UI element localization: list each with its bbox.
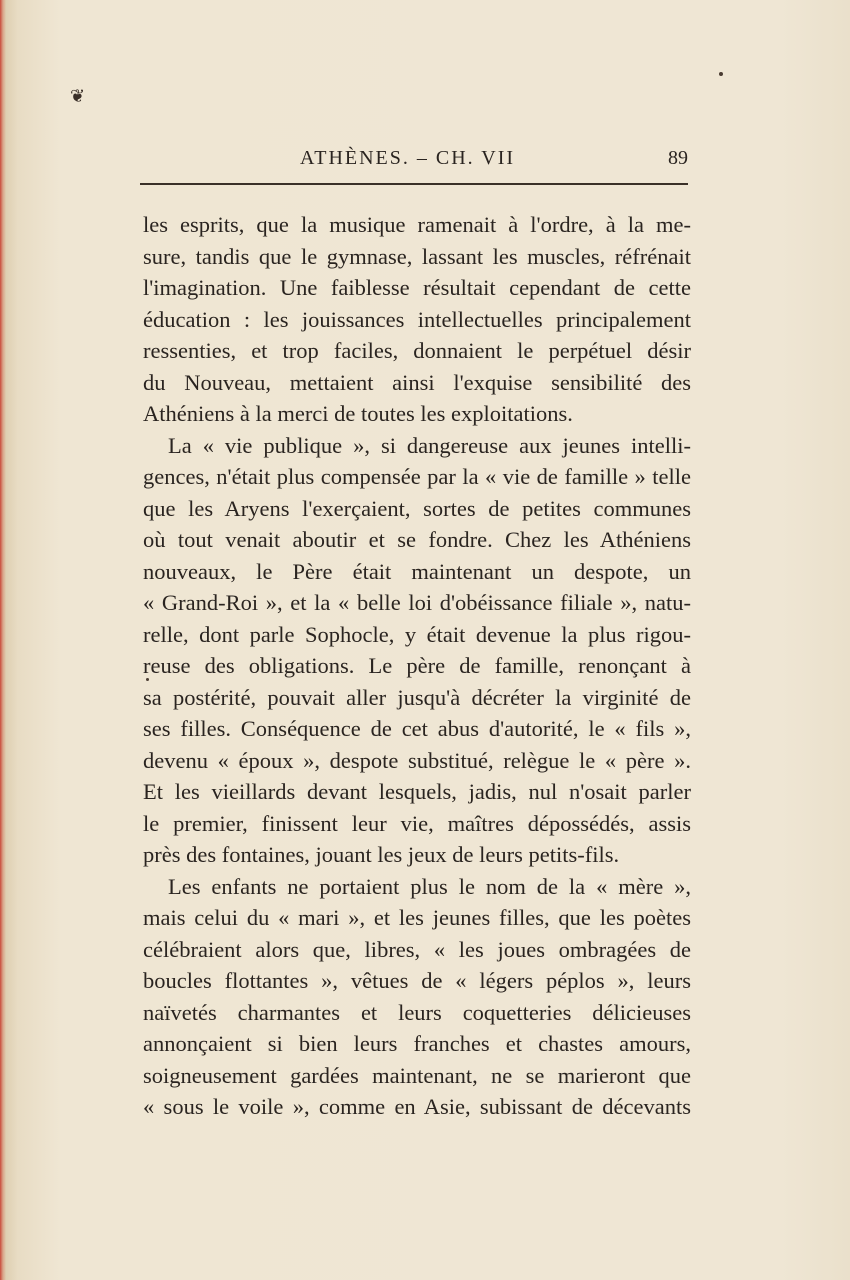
text-line: que les Aryens l'exerçaient, sortes de petites communes [143, 495, 691, 521]
text-line: La « vie publique », si dangereuse aux jeunes intelli- [168, 432, 691, 458]
text-line: près des fontaines, jouant les jeux de leurs petits-fils. [143, 842, 620, 867]
text-line: l'imagination. Une faiblesse résultait cependant de cette [143, 275, 691, 300]
page-number: 89 [668, 147, 688, 169]
text-line: « sous le voile », comme en Asie, subissant de décevants [143, 1094, 691, 1119]
running-head: ATHÈNES. – CH. VII [300, 147, 516, 169]
text-line: Athéniens à la merci de toutes les exploitations. [143, 401, 573, 426]
page-edge [0, 0, 6, 1280]
text-line: Et les vieillards devant lesquels, jadis, nul n'osait parler [143, 779, 691, 804]
text-line: reuse des obligations. Le père de famille, renonçant à [143, 653, 691, 678]
text-line: devenu « époux », despote substitué, relègue le « père ». [143, 747, 691, 773]
text-line: les esprits, que la musique ramenait à l'ordre, à la me- [143, 212, 691, 237]
text-line: boucles flottantes », vêtues de « légers péplos », leurs [143, 968, 691, 993]
ink-speck [719, 72, 723, 76]
text-line: naïvetés charmantes et leurs coquetteries délicieuses [143, 999, 691, 1025]
text-line: éducation : les jouissances intellectuelles principalement [143, 306, 691, 332]
text-line: relle, dont parle Sophocle, y était devenue la plus rigou- [143, 621, 691, 647]
text-line: mais celui du « mari », et les jeunes filles, que les poètes [143, 905, 691, 930]
text-line: le premier, finissent leur vie, maîtres dépossédés, assis [143, 810, 691, 836]
header-rule [140, 183, 688, 185]
text-line: ressenties, et trop faciles, donnaient le perpétuel désir [143, 338, 691, 363]
text-line: ses filles. Conséquence de cet abus d'autorité, le « fils », [143, 716, 691, 741]
page-header [140, 147, 688, 177]
text-line: annonçaient si bien leurs franches et chastes amours, [143, 1031, 691, 1056]
text-line: célébraient alors que, libres, « les joues ombragées de [143, 936, 691, 962]
text-line: du Nouveau, mettaient ainsi l'exquise sensibilité des [143, 369, 691, 395]
text-line: sa postérité, pouvait aller jusqu'à décréter la virginité de [143, 684, 691, 710]
text-line: gences, n'était plus compensée par la « vie de famille » telle [143, 464, 691, 489]
ink-ornament-mark: ❦ [70, 86, 86, 106]
text-line: soigneusement gardées maintenant, ne se marieront que [143, 1062, 691, 1088]
text-line: où tout venait aboutir et se fondre. Chez les Athéniens [143, 527, 691, 552]
text-line: Les enfants ne portaient plus le nom de la « mère », [168, 873, 691, 899]
text-line: « Grand-Roi », et la « belle loi d'obéissance filiale », natu- [143, 590, 691, 615]
body-text [143, 209, 691, 1123]
text-line: nouveaux, le Père était maintenant un despote, un [143, 558, 691, 584]
text-line: sure, tandis que le gymnase, lassant les muscles, réfrénait [143, 243, 691, 269]
